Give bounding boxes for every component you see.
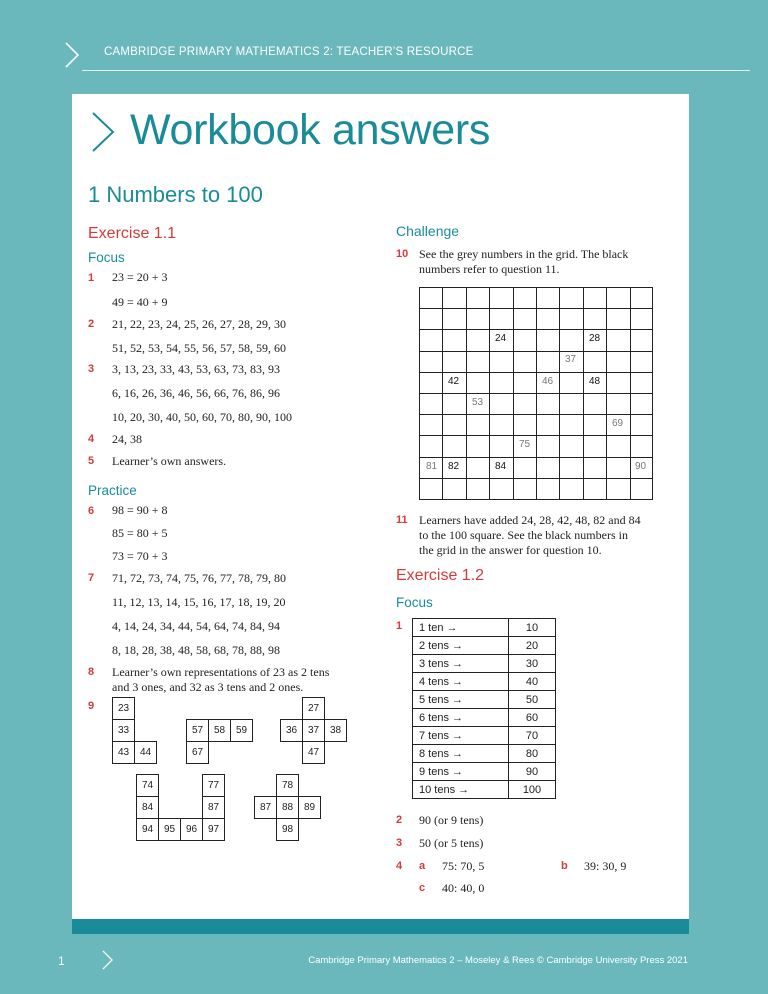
exercise-1-2-focus-heading: Focus [396, 595, 433, 610]
ex12-q2-number: 2 [396, 814, 403, 826]
q9-number: 9 [88, 700, 95, 712]
q4-text: 24, 38 [112, 432, 142, 446]
footer-chevron-icon [100, 949, 114, 971]
q9-cell: 44 [134, 741, 157, 764]
q3-line-3: 10, 20, 30, 40, 50, 60, 70, 80, 90, 100 [112, 410, 292, 424]
table-cell: 100 [509, 781, 556, 799]
q1-line-1: 23 = 20 + 3 [112, 270, 168, 284]
q7-line-2: 11, 12, 13, 14, 15, 16, 17, 18, 19, 20 [112, 595, 286, 609]
grid-number: 24 [494, 333, 507, 344]
q6-line-3: 73 = 70 + 3 [112, 549, 168, 563]
table-cell: 80 [509, 745, 556, 763]
q8-number: 8 [88, 666, 95, 678]
q4-number: 4 [88, 433, 95, 445]
table-cell: 2 tens → [413, 637, 509, 655]
footer-bar [72, 919, 689, 934]
q6-line-1: 98 = 90 + 8 [112, 503, 168, 517]
q9-cell: 77 [202, 774, 225, 797]
q11-line-2: to the 100 square. See the black numbers in [419, 528, 628, 542]
table-row [413, 691, 556, 709]
ex12-q4a-text: 75: 70, 5 [442, 859, 485, 873]
q10-line-1: See the grey numbers in the grid. The black [419, 247, 629, 261]
table-cell: 7 tens → [413, 727, 509, 745]
practice-heading: Practice [88, 483, 137, 498]
grid-number: 69 [611, 418, 624, 429]
title-chevron-icon [90, 110, 116, 154]
hundred-square-grid [419, 287, 653, 500]
q2-line-2: 51, 52, 53, 54, 55, 56, 57, 58, 59, 60 [112, 341, 286, 355]
table-row [413, 763, 556, 781]
header-chevron-icon [62, 40, 82, 70]
q2-number: 2 [88, 318, 95, 330]
ex12-q1-number: 1 [396, 620, 403, 632]
q9-cell: 87 [254, 796, 277, 819]
ex12-q4-number: 4 [396, 860, 403, 872]
q9-cell: 37 [302, 719, 325, 742]
q3-number: 3 [88, 363, 95, 375]
q9-cell: 89 [298, 796, 321, 819]
focus-heading: Focus [88, 250, 125, 265]
grid-number: 75 [518, 439, 531, 450]
q8-line-2: and 3 ones, and 32 as 3 tens and 2 ones. [112, 680, 304, 694]
table-cell: 10 tens → [413, 781, 509, 799]
q9-cell: 33 [112, 719, 135, 742]
q10-number: 10 [396, 248, 409, 260]
q9-cell: 78 [276, 774, 299, 797]
q11-line-3: the grid in the answer for question 10. [419, 543, 602, 557]
q9-cell: 43 [112, 741, 135, 764]
grid-number: 28 [588, 333, 601, 344]
grid-number: 37 [564, 354, 577, 365]
table-row [413, 745, 556, 763]
challenge-heading: Challenge [396, 223, 460, 239]
table-cell: 50 [509, 691, 556, 709]
q7-number: 7 [88, 572, 95, 584]
table-cell: 4 tens → [413, 673, 509, 691]
grid-number: 82 [447, 461, 460, 472]
q9-cell: 87 [202, 796, 225, 819]
q9-cell: 74 [136, 774, 159, 797]
table-cell: 30 [509, 655, 556, 673]
grid-number: 84 [494, 461, 507, 472]
grid-number: 42 [447, 376, 460, 387]
q9-cell: 38 [324, 719, 347, 742]
exercise-1-1-title: Exercise 1.1 [88, 225, 177, 242]
q9-cell: 98 [276, 818, 299, 841]
exercise-1-2-title: Exercise 1.2 [396, 567, 485, 584]
grid-number: 81 [425, 461, 438, 472]
q7-line-3: 4, 14, 24, 34, 44, 54, 64, 74, 84, 94 [112, 619, 280, 633]
table-row [413, 709, 556, 727]
table-row [413, 655, 556, 673]
ex12-q4a-label: a [419, 860, 426, 872]
grid-number: 53 [471, 397, 484, 408]
header-title: CAMBRIDGE PRIMARY MATHEMATICS 2: TEACHER’S RESOURCE [104, 46, 474, 58]
ex12-q3-number: 3 [396, 837, 403, 849]
q9-cell: 23 [112, 697, 135, 720]
grid-number: 46 [541, 376, 554, 387]
q9-cell: 57 [186, 719, 209, 742]
q9-cell: 36 [280, 719, 303, 742]
ex12-q2-text: 90 (or 9 tens) [419, 813, 484, 827]
table-cell: 8 tens → [413, 745, 509, 763]
ex12-q4c-text: 40: 40, 0 [442, 881, 485, 895]
q9-cell: 96 [180, 818, 203, 841]
grid-number: 48 [588, 376, 601, 387]
table-row [413, 619, 556, 637]
q5-number: 5 [88, 455, 95, 467]
q9-cell: 95 [158, 818, 181, 841]
q3-line-2: 6, 16, 26, 36, 46, 56, 66, 76, 86, 96 [112, 386, 280, 400]
table-cell: 90 [509, 763, 556, 781]
table-cell: 9 tens → [413, 763, 509, 781]
unit-title: 1 Numbers to 100 [88, 182, 263, 207]
table-cell: 70 [509, 727, 556, 745]
page-title: Workbook answers [130, 106, 491, 154]
table-row [413, 781, 556, 799]
ex12-q4b-text: 39: 30, 9 [584, 859, 627, 873]
q9-cell: 94 [136, 818, 159, 841]
table-row [413, 637, 556, 655]
table-cell: 10 [509, 619, 556, 637]
q9-cell: 59 [230, 719, 253, 742]
page-number: 1 [58, 954, 65, 968]
ex12-q4c-label: c [419, 882, 426, 894]
q10-line-2: numbers refer to question 11. [419, 262, 560, 276]
q9-cell: 58 [208, 719, 231, 742]
q9-cell: 67 [186, 741, 209, 764]
table-cell: 20 [509, 637, 556, 655]
table-cell: 1 ten → [413, 619, 509, 637]
ex12-q3-text: 50 (or 5 tens) [419, 836, 484, 850]
q6-number: 6 [88, 505, 95, 517]
table-cell: 3 tens → [413, 655, 509, 673]
q1-number: 1 [88, 272, 95, 284]
q9-cell: 47 [302, 741, 325, 764]
q7-line-1: 71, 72, 73, 74, 75, 76, 77, 78, 79, 80 [112, 571, 286, 585]
table-row [413, 727, 556, 745]
q9-cell: 84 [136, 796, 159, 819]
q6-line-2: 85 = 80 + 5 [112, 526, 168, 540]
ex12-q4b-label: b [561, 860, 568, 872]
q5-text: Learner’s own answers. [112, 454, 227, 468]
q2-line-1: 21, 22, 23, 24, 25, 26, 27, 28, 29, 30 [112, 317, 286, 331]
q11-number: 11 [396, 514, 408, 526]
tens-table [412, 618, 556, 799]
header-rule [82, 70, 750, 71]
grid-number: 90 [634, 461, 647, 472]
table-cell: 60 [509, 709, 556, 727]
q9-cell: 97 [202, 818, 225, 841]
footer-credit: Cambridge Primary Mathematics 2 – Moseley & Rees © Cambridge University Press 2021 [308, 955, 688, 966]
q1-line-2: 49 = 40 + 9 [112, 295, 168, 309]
q8-line-1: Learner’s own representations of 23 as 2 tens [112, 665, 330, 679]
q7-line-4: 8, 18, 28, 38, 48, 58, 68, 78, 88, 98 [112, 643, 280, 657]
q9-cell: 27 [302, 697, 325, 720]
q3-line-1: 3, 13, 23, 33, 43, 53, 63, 73, 83, 93 [112, 362, 280, 376]
q9-cell: 88 [276, 796, 299, 819]
table-cell: 5 tens → [413, 691, 509, 709]
table-cell: 40 [509, 673, 556, 691]
table-cell: 6 tens → [413, 709, 509, 727]
table-row [413, 673, 556, 691]
q11-line-1: Learners have added 24, 28, 42, 48, 82 and 84 [419, 513, 641, 527]
